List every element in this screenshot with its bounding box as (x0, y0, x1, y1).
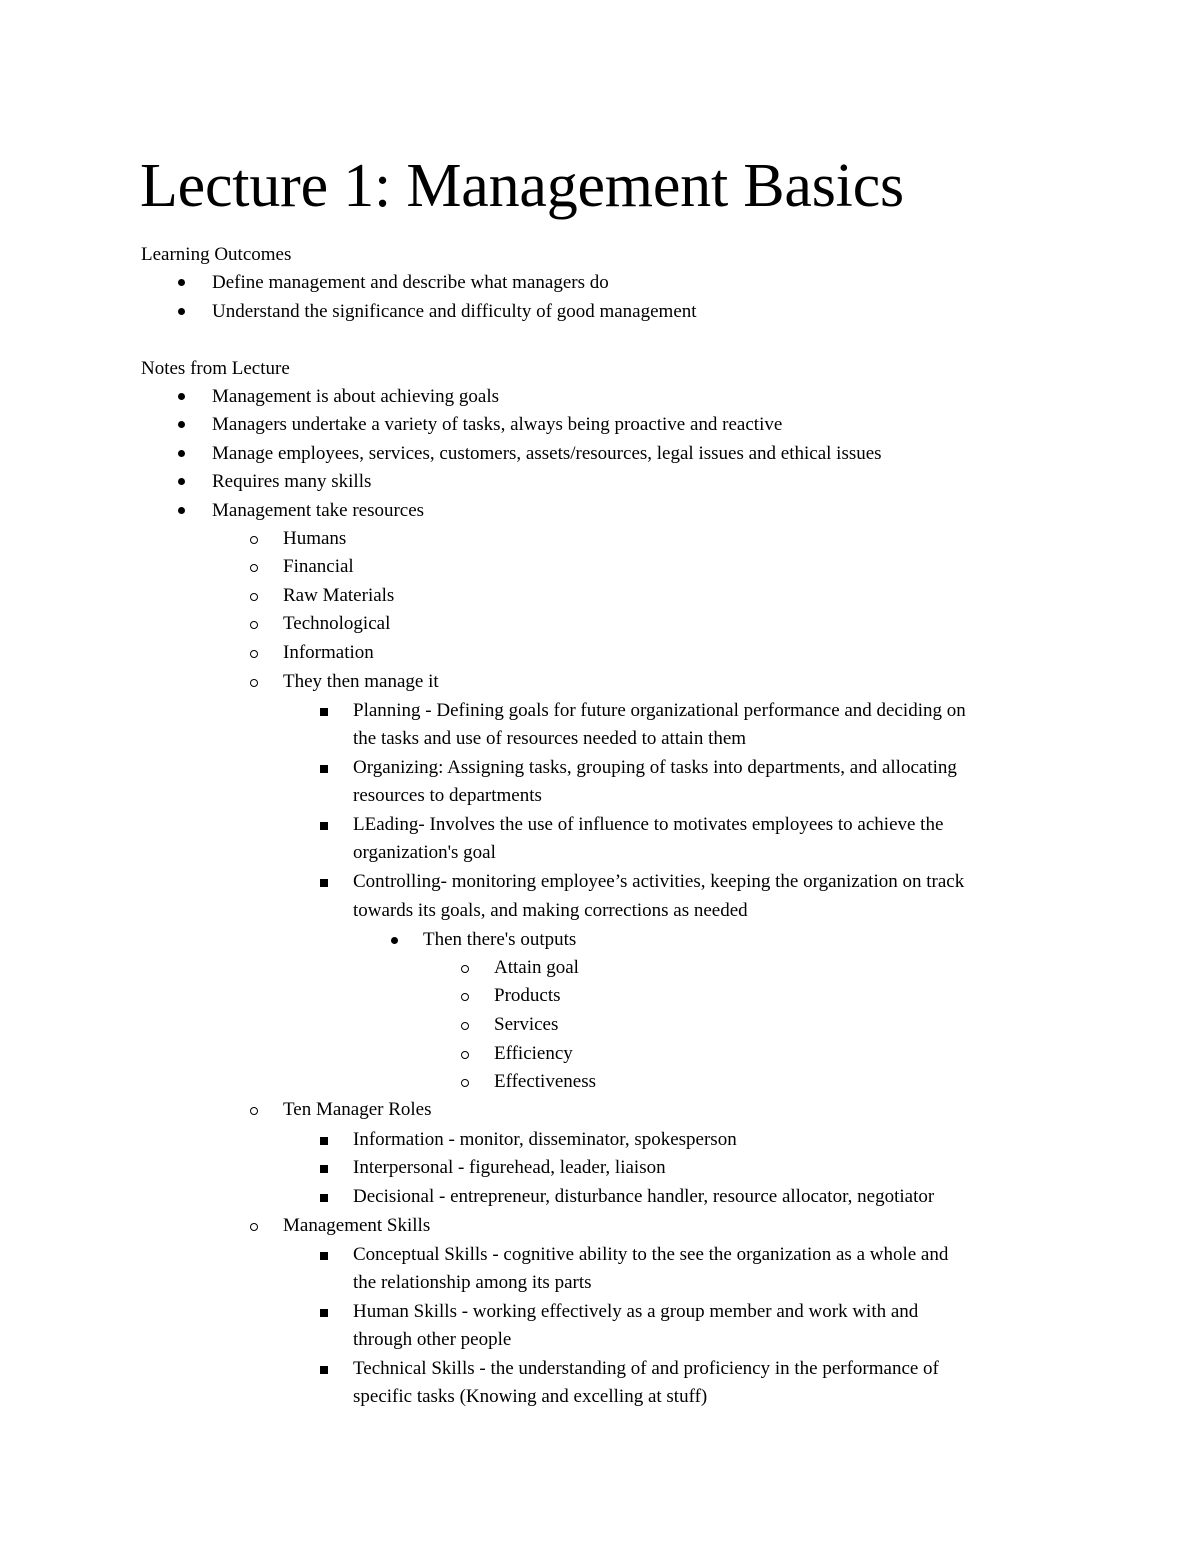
list-item-continuation: organization's goal (353, 842, 496, 863)
bullet-icon (391, 937, 398, 944)
square-bullet-icon (320, 1309, 328, 1317)
list-item: Humans (283, 528, 347, 549)
notes-heading: Notes from Lecture (141, 358, 290, 379)
square-bullet-icon (320, 708, 328, 716)
circle-bullet-icon (250, 1107, 258, 1115)
bullet-icon (178, 393, 185, 400)
list-item: Human Skills - working effectively as a group member and work with and (353, 1301, 919, 1322)
square-bullet-icon (320, 1252, 328, 1260)
list-item: Conceptual Skills - cognitive ability to the see the organization as a whole and (353, 1244, 949, 1265)
list-item-continuation: resources to departments (353, 785, 542, 806)
list-item: Technological (283, 613, 391, 634)
square-bullet-icon (320, 1366, 328, 1374)
list-item: Raw Materials (283, 585, 395, 606)
list-item: They then manage it (283, 671, 439, 692)
list-item: Services (494, 1014, 559, 1035)
list-item: Management Skills (283, 1215, 431, 1236)
list-item: Efficiency (494, 1043, 573, 1064)
list-item: Planning - Defining goals for future organizational performance and deciding on (353, 700, 966, 721)
list-item: Information (283, 642, 374, 663)
circle-bullet-icon (250, 1223, 258, 1231)
list-item-continuation: specific tasks (Knowing and excelling at stuff) (353, 1386, 708, 1407)
square-bullet-icon (320, 879, 328, 887)
list-item-continuation: the tasks and use of resources needed to attain them (353, 728, 747, 749)
list-item: Technical Skills - the understanding of and proficiency in the performance of (353, 1358, 939, 1379)
bullet-icon (178, 308, 185, 315)
circle-bullet-icon (461, 993, 469, 1001)
square-bullet-icon (320, 765, 328, 773)
list-item: Management take resources (212, 500, 425, 521)
square-bullet-icon (320, 1137, 328, 1145)
list-item-continuation: the relationship among its parts (353, 1272, 592, 1293)
list-item: Understand the significance and difficulty of good management (212, 301, 697, 322)
bullet-icon (178, 507, 185, 514)
list-item-continuation: through other people (353, 1329, 512, 1350)
square-bullet-icon (320, 822, 328, 830)
list-item: Information - monitor, disseminator, spokesperson (353, 1129, 737, 1150)
list-item: Organizing: Assigning tasks, grouping of tasks into departments, and allocating (353, 757, 957, 778)
list-item: Interpersonal - figurehead, leader, liaison (353, 1157, 666, 1178)
bullet-icon (178, 279, 185, 286)
circle-bullet-icon (250, 621, 258, 629)
circle-bullet-icon (250, 564, 258, 572)
list-item-continuation: towards its goals, and making corrections as needed (353, 900, 748, 921)
list-item: Then there's outputs (423, 929, 577, 950)
list-item: Ten Manager Roles (283, 1099, 432, 1120)
bullet-icon (178, 450, 185, 457)
circle-bullet-icon (250, 679, 258, 687)
list-item: Requires many skills (212, 471, 372, 492)
circle-bullet-icon (461, 1051, 469, 1059)
list-item: Management is about achieving goals (212, 386, 500, 407)
list-item: Define management and describe what managers do (212, 272, 609, 293)
page-title: Lecture 1: Management Basics (140, 152, 904, 220)
list-item: Attain goal (494, 957, 579, 978)
circle-bullet-icon (250, 593, 258, 601)
list-item: LEading- Involves the use of influence to motivates employees to achieve the (353, 814, 944, 835)
list-item: Managers undertake a variety of tasks, always being proactive and reactive (212, 414, 783, 435)
circle-bullet-icon (461, 1022, 469, 1030)
bullet-icon (178, 478, 185, 485)
list-item: Controlling- monitoring employee’s activities, keeping the organization on track (353, 871, 965, 892)
list-item: Effectiveness (494, 1071, 596, 1092)
list-item: Decisional - entrepreneur, disturbance handler, resource allocator, negotiator (353, 1186, 935, 1207)
circle-bullet-icon (250, 536, 258, 544)
square-bullet-icon (320, 1194, 328, 1202)
learning-outcomes-heading: Learning Outcomes (141, 244, 292, 265)
list-item: Products (494, 985, 561, 1006)
list-item: Manage employees, services, customers, assets/resources, legal issues and ethical issues (212, 443, 882, 464)
circle-bullet-icon (461, 965, 469, 973)
circle-bullet-icon (461, 1079, 469, 1087)
square-bullet-icon (320, 1165, 328, 1173)
bullet-icon (178, 421, 185, 428)
list-item: Financial (283, 556, 354, 577)
circle-bullet-icon (250, 650, 258, 658)
